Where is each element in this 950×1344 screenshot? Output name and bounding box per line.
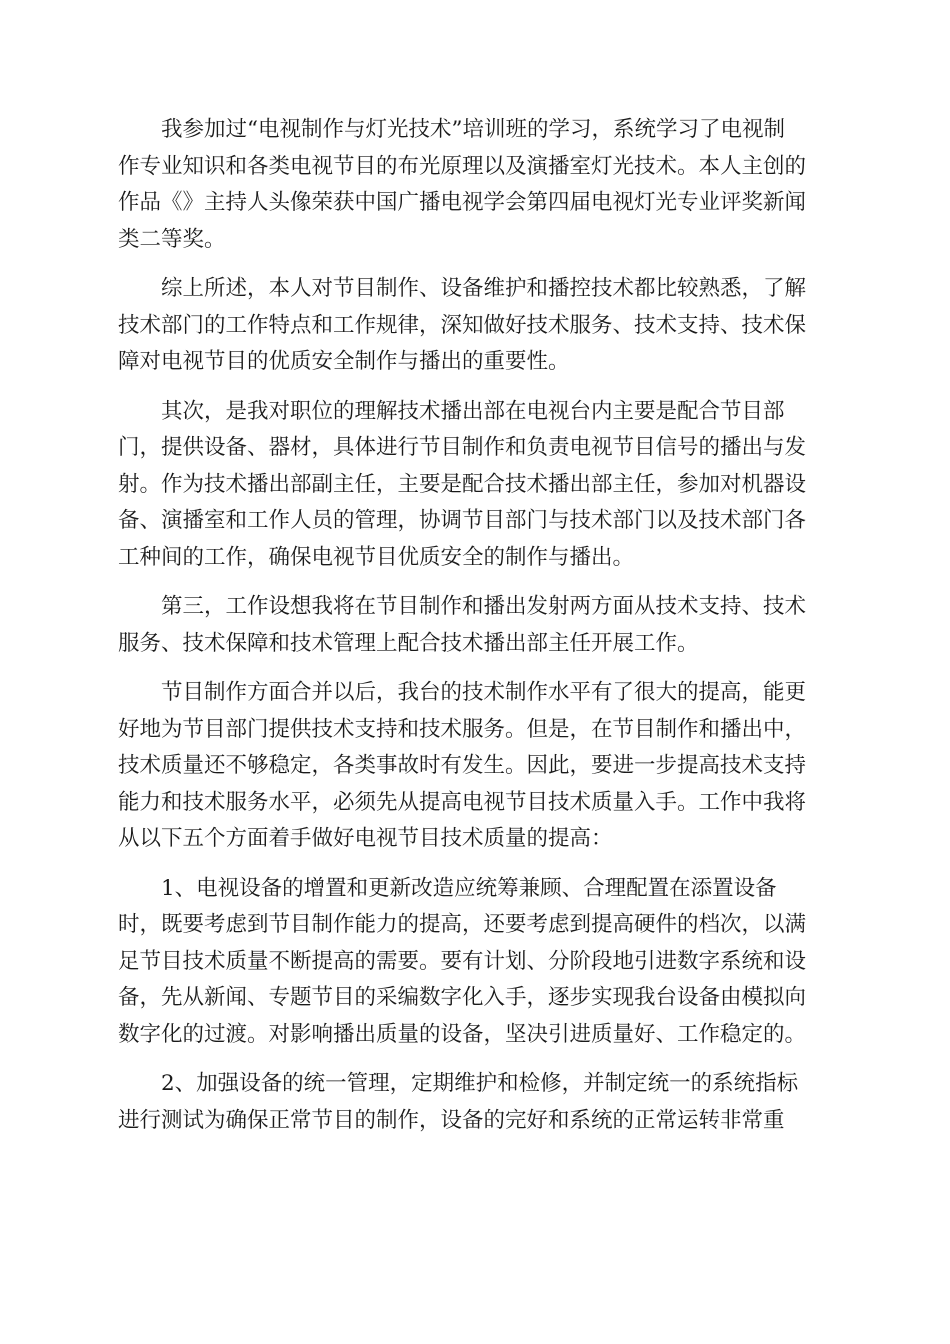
paragraph-item-2 <box>118 1066 838 1139</box>
paragraph-line: 第三，工作设想我将在节目制作和播出发射两方面从技术支持、技术 <box>161 594 807 619</box>
paragraph-line: 其次，是我对职位的理解技术播出部在电视台内主要是配合节目部 <box>161 398 785 424</box>
paragraph-line: 技术质量还不够稳定，各类事故时有发生。因此，要进一步提高技术支持 <box>118 753 807 778</box>
paragraph-line: 能力和技术服务水平，必须先从提高电视节目技术质量入手。工作中我将 <box>118 789 807 815</box>
paragraph-item-1 <box>118 871 838 1054</box>
paragraph-line: 作品《》主持人头像荣获中国广播电视学会第四届电视灯光专业评奖新闻 <box>118 190 807 215</box>
paragraph-summary <box>118 271 838 381</box>
paragraph-line: 技术部门的工作特点和工作规律，深知做好技术服务、技术支持、技术保 <box>118 312 807 338</box>
paragraph-line: 服务、技术保障和技术管理上配合技术播出部主任开展工作。 <box>118 630 699 656</box>
paragraph-line: 好地为节目部门提供技术支持和技术服务。但是，在节目制作和播出中， <box>118 716 807 742</box>
paragraph-line: 射。作为技术播出部副主任，主要是配合技术播出部主任，参加对机器设 <box>118 471 807 497</box>
paragraph-line: 作专业知识和各类电视节目的布光原理以及演播室灯光技术。本人主创的 <box>118 153 807 179</box>
paragraph-line: 工种间的工作，确保电视节目优质安全的制作与播出。 <box>118 544 635 570</box>
paragraph-position-understanding <box>118 394 838 577</box>
paragraph-line: 进行测试为确保正常节目的制作，设备的完好和系统的正常运转非常重 <box>118 1107 785 1133</box>
paragraph-line: 障对电视节目的优质安全制作与播出的重要性。 <box>118 349 570 374</box>
paragraph-line: 类二等奖。 <box>118 226 226 252</box>
paragraph-line: 我参加过“电视制作与灯光技术”培训班的学习，系统学习了电视制 <box>161 117 785 142</box>
paragraph-line: 综上所述，本人对节目制作、设备维护和播控技术都比较熟悉，了解 <box>161 276 807 301</box>
paragraph-line: 从以下五个方面着手做好电视节目技术质量的提高： <box>118 826 613 851</box>
paragraph-line: 1、电视设备的增置和更新改造应统筹兼顾、合理配置在添置设备 <box>161 875 777 901</box>
paragraph-line: 备、演播室和工作人员的管理，协调节目部门与技术部门以及技术部门各 <box>118 508 807 533</box>
paragraph-line: 节目制作方面合并以后，我台的技术制作水平有了很大的提高，能更 <box>161 680 807 705</box>
paragraph-line: 数字化的过渡。对影响播出质量的设备，坚决引进质量好、工作稳定的。 <box>118 1021 807 1047</box>
paragraph-line: 门，提供设备、器材，具体进行节目制作和负责电视节目信号的播出与发 <box>118 435 807 460</box>
paragraph-line: 时，既要考虑到节目制作能力的提高，还要考虑到提高硬件的档次，以满 <box>118 912 807 937</box>
document-body <box>118 112 838 1152</box>
paragraph-training <box>118 112 838 258</box>
paragraph-line: 2、加强设备的统一管理，定期维护和检修，并制定统一的系统指标 <box>161 1071 799 1096</box>
paragraph-line: 足节目技术质量不断提高的需要。要有计划、分阶段地引进数字系统和设 <box>118 948 807 974</box>
paragraph-production <box>118 675 838 858</box>
paragraph-line: 备，先从新闻、专题节目的采编数字化入手，逐步实现我台设备由模拟向 <box>118 985 807 1010</box>
paragraph-work-plan <box>118 589 838 662</box>
